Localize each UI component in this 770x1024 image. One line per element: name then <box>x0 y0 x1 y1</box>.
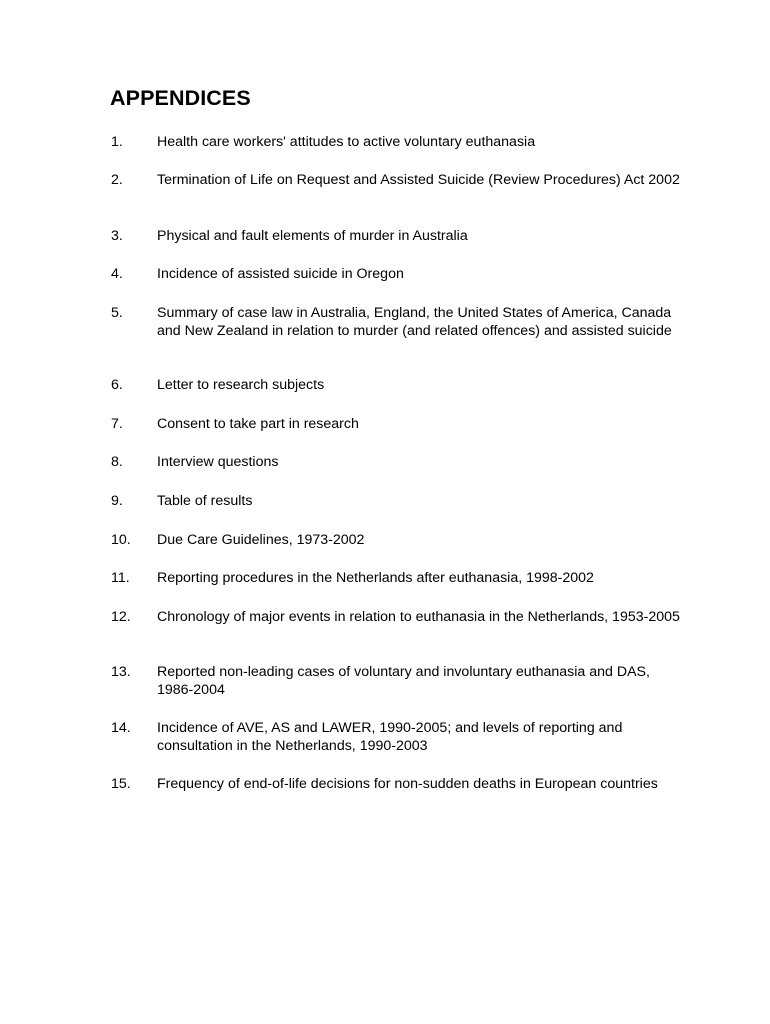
item-text: Incidence of AVE, AS and LAWER, 1990-2005; and levels of reporting and consultation in the Netherlands, 1990-2003 <box>157 720 623 754</box>
item-number: 14. <box>111 720 131 736</box>
item-number: 3. <box>111 228 123 244</box>
item-number: 10. <box>111 532 131 548</box>
item-text: Due Care Guidelines, 1973-2002 <box>157 532 365 548</box>
item-text: Reported non-leading cases of voluntary and involuntary euthanasia and DAS, 1986-2004 <box>157 664 650 698</box>
item-text: Table of results <box>157 493 253 509</box>
item-number: 8. <box>111 454 123 470</box>
item-text: Incidence of assisted suicide in Oregon <box>157 266 404 282</box>
item-number: 11. <box>111 570 130 586</box>
item-number: 9. <box>111 493 123 509</box>
item-number: 13. <box>111 664 131 680</box>
item-number: 5. <box>111 305 123 321</box>
item-text: Letter to research subjects <box>157 377 325 393</box>
item-number: 6. <box>111 377 123 393</box>
item-number: 2. <box>111 172 123 188</box>
item-number: 12. <box>111 609 131 625</box>
item-text: Interview questions <box>157 454 279 470</box>
item-text: Reporting procedures in the Netherlands after euthanasia, 1998-2002 <box>157 570 594 586</box>
item-text: Termination of Life on Request and Assisted Suicide (Review Procedures) Act 2002 <box>157 172 680 188</box>
item-text: Physical and fault elements of murder in Australia <box>157 228 468 244</box>
item-text: Frequency of end-of-life decisions for non-sudden deaths in European countries <box>157 776 658 792</box>
item-text: Summary of case law in Australia, England, the United States of America, Canada and New Zealand in relation to murder (and related offences) and assisted suicide <box>157 305 672 339</box>
page-title: APPENDICES <box>110 86 251 110</box>
item-number: 7. <box>111 416 123 432</box>
item-number: 4. <box>111 266 123 282</box>
item-text: Health care workers' attitudes to active voluntary euthanasia <box>157 134 536 150</box>
item-text: Consent to take part in research <box>157 416 359 432</box>
item-number: 1. <box>111 134 123 150</box>
item-text: Chronology of major events in relation to euthanasia in the Netherlands, 1953-2005 <box>157 609 680 625</box>
item-number: 15. <box>111 776 131 792</box>
